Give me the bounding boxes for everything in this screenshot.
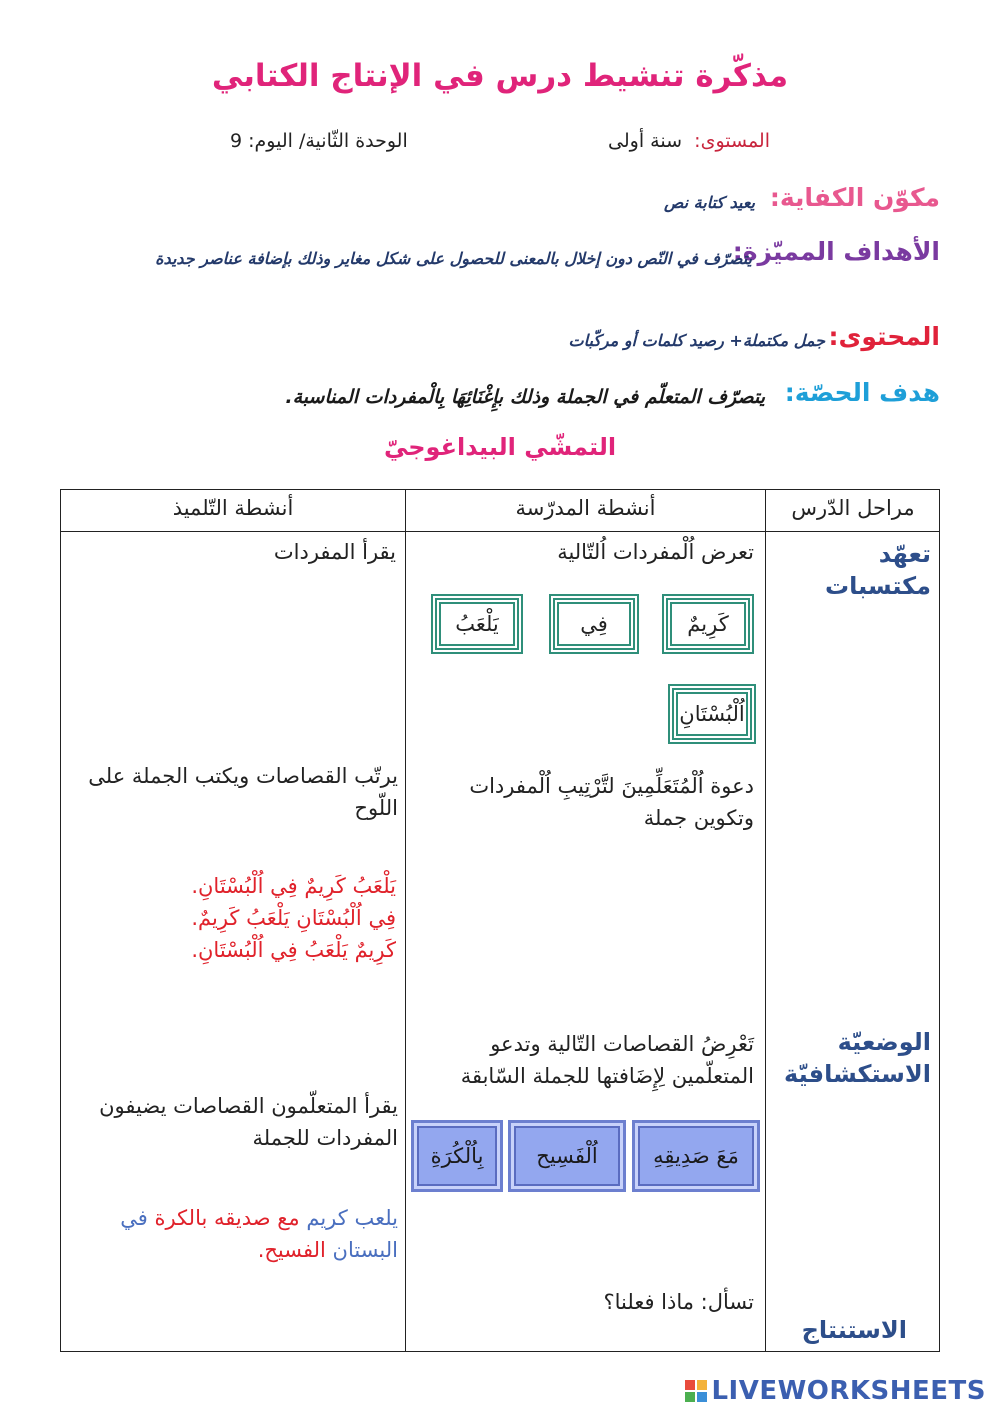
table-divider: [405, 490, 406, 1351]
teacher-question: تسأل: ماذا فعلنا؟: [603, 1290, 754, 1314]
goals-text: يتصرّف في النّص دون إخلال بالمعنى للحصول على شكل مغاير وذلك بإضافة عناصر جديدة: [155, 249, 752, 268]
stage-exploration: الوضعيّة الاستكشافيّة: [784, 1028, 931, 1088]
word-card[interactable]: اُلْبُسْتَانِ: [668, 684, 756, 744]
level-label: المستوى:: [694, 130, 770, 152]
table-divider: [765, 490, 766, 1351]
level-value: سنة أولى: [608, 130, 682, 152]
aim-label: هدف الحصّة:: [784, 378, 940, 407]
answer-sentence: فِي اُلْبُسْتَانِ يَلْعَبُ كَرِيمٌ.: [191, 906, 396, 930]
word-card[interactable]: فِي: [549, 594, 639, 654]
answer-extended: يلعب كريم مع صديقه بالكرة في البستان الفسيح.: [120, 1206, 398, 1262]
goals-label: الأهداف المميّزة:: [732, 237, 940, 266]
stage-conclusion: الاستنتاج: [801, 1316, 907, 1344]
logo-text: LIVEWORKSHEETS: [711, 1376, 986, 1406]
liveworksheets-logo-icon: [685, 1380, 707, 1402]
section-subtitle: التمشّي البيداغوجيّ: [383, 433, 617, 461]
student-task-order: يرتّب القصاصات ويكتب الجملة على اللّوح: [88, 764, 398, 820]
word-card[interactable]: يَلْعَبُ: [431, 594, 523, 654]
unit-day: الوحدة الثّانية/ اليوم: 9: [230, 130, 408, 152]
phrase-card[interactable]: بِاُلْكُرَةِ: [411, 1120, 503, 1192]
liveworksheets-logo[interactable]: [685, 1376, 986, 1406]
skill-label: مكوّن الكفاية:: [769, 183, 940, 212]
student-task-add: يقرأ المتعلّمون القصاصات يضيفون المفردات للجملة: [99, 1094, 398, 1150]
answer-sentence: يَلْعَبُ كَرِيمٌ فِي اُلْبُسْتَانِ.: [191, 874, 396, 898]
phrase-card[interactable]: اُلْفَسِيح: [508, 1120, 626, 1192]
header-teacher: أنشطة المدرّسة: [515, 496, 656, 520]
header-student: أنشطة التّلميذ: [172, 496, 294, 520]
goals-block: [90, 245, 940, 273]
aim-text: يتصرّف المتعلّم في الجملة وذلك بإِغْنَائِهَا بِالْمفردات المناسبة.: [285, 386, 765, 408]
lesson-table: [60, 489, 940, 1352]
teacher-intro: تعرض اُلْمفردات اُلتّالية: [557, 540, 754, 564]
teacher-task-add: تَعْرِضُ القصاصات التّالية وتدعو المتعلّمين لِإِضَافتها للجملة السّابقة: [460, 1032, 754, 1088]
answer-sentence: كَرِيمٌ يَلْعَبُ فِي اُلْبُسْتَانِ.: [191, 938, 396, 962]
skill-text: يعيد كتابة نص: [664, 193, 755, 212]
student-read: يقرأ المفردات: [273, 540, 396, 564]
word-card[interactable]: كَرِيمٌ: [662, 594, 754, 654]
header-stages: مراحل الدّرس: [791, 496, 915, 520]
page-title: مذكّرة تنشيط درس في الإنتاج الكتابي: [211, 58, 789, 94]
stage-review: تعهّد مكتسبات: [825, 540, 931, 600]
phrase-card[interactable]: مَعَ صَدِيقِهِ: [632, 1120, 760, 1192]
teacher-task-order: دعوة اُلْمُتَعَلِّمِينَ لتَّرْتِيبِ اُلْمفردات وتكوين جملة: [469, 774, 754, 830]
content-label: المحتوى:: [828, 322, 940, 351]
table-header-divider: [61, 531, 939, 532]
content-text: جمل مكتملة+ رصيد كلمات أو مركّبات: [568, 331, 825, 350]
